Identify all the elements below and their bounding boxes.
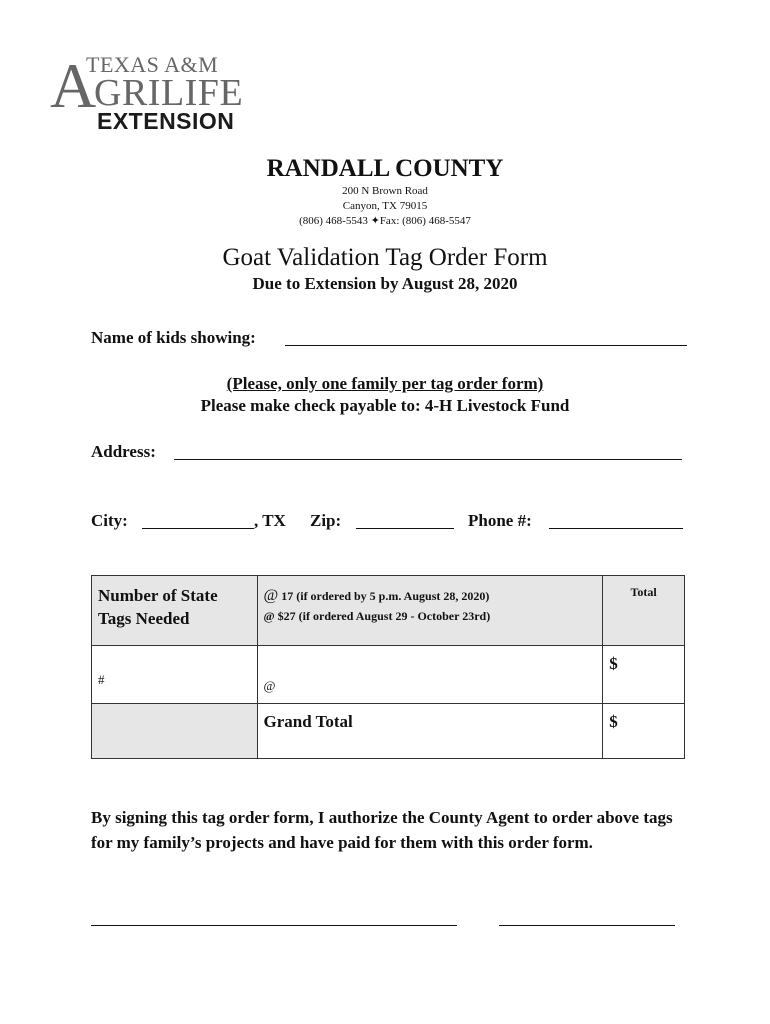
table-header-row bbox=[92, 576, 685, 646]
logo-a-letter: A bbox=[50, 50, 97, 121]
form-title: Goat Validation Tag Order Form bbox=[222, 244, 548, 271]
logo-agrilife: GRILIFE bbox=[94, 72, 244, 114]
city-field[interactable] bbox=[142, 528, 254, 529]
logo-texas-am: TEXAS A&M bbox=[86, 52, 219, 77]
grand-total-dollar: $ bbox=[609, 712, 618, 731]
price-at-symbol: @ bbox=[263, 587, 279, 604]
phone-field[interactable] bbox=[549, 528, 683, 529]
county-title: RANDALL COUNTY bbox=[266, 155, 504, 182]
name-label: Name of kids showing: bbox=[91, 328, 256, 347]
one-family-note: (Please, only one family per tag order form) bbox=[226, 374, 544, 393]
signature-line[interactable] bbox=[91, 925, 457, 926]
payable-note: Please make check payable to: 4-H Livestock Fund bbox=[200, 396, 570, 415]
tags-needed-header: Number of State Tags Needed bbox=[92, 576, 258, 646]
row-at-symbol: @ bbox=[263, 678, 276, 693]
name-field[interactable] bbox=[285, 345, 687, 346]
tag-count-cell[interactable] bbox=[92, 646, 258, 704]
price-header bbox=[257, 576, 603, 646]
total-header: Total bbox=[603, 576, 685, 646]
address-label: Address: bbox=[91, 442, 156, 461]
price-cell bbox=[257, 646, 603, 704]
table-row bbox=[92, 646, 685, 704]
row-total-cell[interactable] bbox=[603, 646, 685, 704]
grand-total-label: Grand Total bbox=[263, 712, 353, 731]
row-dollar: $ bbox=[609, 654, 618, 673]
order-table bbox=[91, 575, 685, 759]
zip-label: Zip: bbox=[310, 511, 342, 530]
grand-total-cell[interactable] bbox=[603, 704, 685, 759]
contact-line: (806) 468-5543 ✦Fax: (806) 468-5547 bbox=[299, 215, 471, 227]
phone-label: Phone #: bbox=[468, 511, 532, 530]
city-line: Canyon, TX 79015 bbox=[342, 200, 428, 212]
zip-field[interactable] bbox=[356, 528, 454, 529]
address-field[interactable] bbox=[174, 459, 682, 460]
grand-total-row bbox=[92, 704, 685, 759]
grand-total-blank-cell bbox=[92, 704, 258, 759]
city-label: City: bbox=[91, 511, 128, 530]
date-line[interactable] bbox=[499, 925, 675, 926]
price-line-2: @ $27 (if ordered August 29 - October 23rd) bbox=[263, 609, 491, 623]
address-line: 200 N Brown Road bbox=[342, 185, 428, 197]
grand-total-label-cell bbox=[257, 704, 603, 759]
logo-extension: EXTENSION bbox=[97, 108, 235, 134]
authorization-text: By signing this tag order form, I authorize the County Agent to order above tags for my family’s projects and have paid for them with this order form. bbox=[91, 808, 673, 852]
price-line-1: 17 (if ordered by 5 p.m. August 28, 2020) bbox=[278, 589, 490, 603]
due-date: Due to Extension by August 28, 2020 bbox=[252, 274, 518, 293]
tx-label: , TX bbox=[254, 511, 286, 530]
agrilife-logo bbox=[50, 50, 260, 135]
hash-symbol: # bbox=[98, 672, 105, 687]
